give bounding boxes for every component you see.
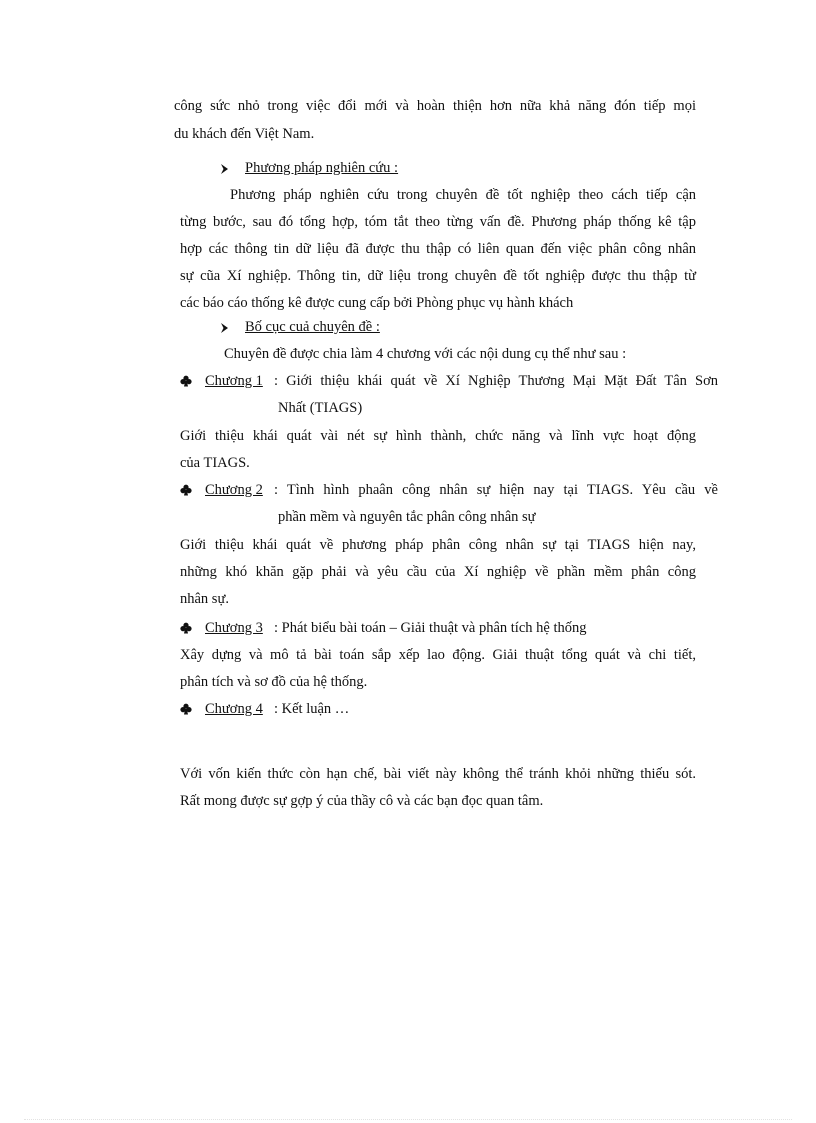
method-line-5: các báo cáo thống kê được cung cấp bởi Phòng phục vụ hành khách (180, 295, 574, 311)
chapter-1-desc-line-1: Giới thiệu khái quát vài nét sự hình thành, chức năng và lĩnh vực hoạt động (180, 428, 696, 444)
chapter-2-title-line-1: : Tình hình phaân công nhân sự hiện nay tại TIAGS. Yêu cầu về (274, 482, 718, 498)
chapter-3-desc-line-2: phân tích và sơ đồ của hệ thống. (180, 674, 368, 690)
structure-heading: Bố cục cuả chuyên đề : (245, 319, 380, 335)
closing-line-2: Rất mong được sự gợp ý của thầy cô và các bạn đọc quan tâm. (180, 793, 544, 809)
chapter-2-desc-line-2: những khó khăn gặp phải và yêu cầu của Xí nghiệp về phần mềm phân công (180, 564, 696, 580)
method-line-2: từng bước, sau đó tổng hợp, tóm tắt theo từng vấn đề. Phương pháp thống kê tập (180, 214, 696, 230)
club-bullet-icon (180, 375, 192, 387)
chapter-2-title-line-2: phần mềm và nguyên tắc phân công nhân sự (278, 509, 536, 525)
intro-line-2: du khách đến Việt Nam. (174, 126, 315, 142)
intro-line-1: công sức nhỏ trong việc đổi mới và hoàn thiện hơn nữa khả năng đón tiếp mọi (174, 98, 696, 114)
closing-line-1: Với vốn kiến thức còn hạn chế, bài viết này không thể tránh khỏi những thiếu sót. (180, 766, 696, 782)
chapter-1-title-line-2: Nhất (TIAGS) (278, 400, 363, 416)
chapter-2-desc-line-3: nhân sự. (180, 591, 229, 607)
chapter-2-desc-line-1: Giới thiệu khái quát về phương pháp phân công nhân sự tại TIAGS hiện nay, (180, 537, 696, 553)
club-bullet-icon (180, 484, 192, 496)
structure-intro: Chuyên đề được chia làm 4 chương với các nội dung cụ thể như sau : (224, 346, 627, 362)
method-line-4: sự cũa Xí nghiệp. Thông tin, dữ liệu trong chuyên đề tốt nghiệp được thu thập từ (180, 268, 696, 284)
club-bullet-icon (180, 622, 192, 634)
chapter-1-title-line-1: : Giới thiệu khái quát về Xí Nghiệp Thương Mại Mặt Đất Tân Sơn (274, 373, 718, 389)
chapter-1-desc-line-2: của TIAGS. (180, 455, 250, 471)
method-line-1: Phương pháp nghiên cứu trong chuyên đề tốt nghiệp theo cách tiếp cận (230, 187, 696, 203)
arrow-bullet-icon (220, 162, 230, 176)
chapter-4-label: Chương 4 (205, 701, 263, 717)
chapter-3-label: Chương 3 (205, 620, 263, 636)
club-bullet-icon (180, 703, 192, 715)
chapter-1-label: Chương 1 (205, 373, 263, 389)
arrow-bullet-icon (220, 321, 230, 335)
chapter-3-desc-line-1: Xây dựng và mô tả bài toán sắp xếp lao động. Giải thuật tổng quát và chi tiết, (180, 647, 696, 663)
chapter-3-title-line-1: : Phát biểu bài toán – Giải thuật và phân tích hệ thống (274, 620, 587, 636)
chapter-4-title-line-1: : Kết luận … (274, 701, 350, 717)
chapter-2-label: Chương 2 (205, 482, 263, 498)
method-line-3: hợp các thông tin dữ liệu đã được thu thập có liên quan đến việc phân công nhân (180, 241, 696, 257)
page-edge-divider (24, 1119, 792, 1120)
method-heading: Phương pháp nghiên cứu : (245, 160, 399, 176)
